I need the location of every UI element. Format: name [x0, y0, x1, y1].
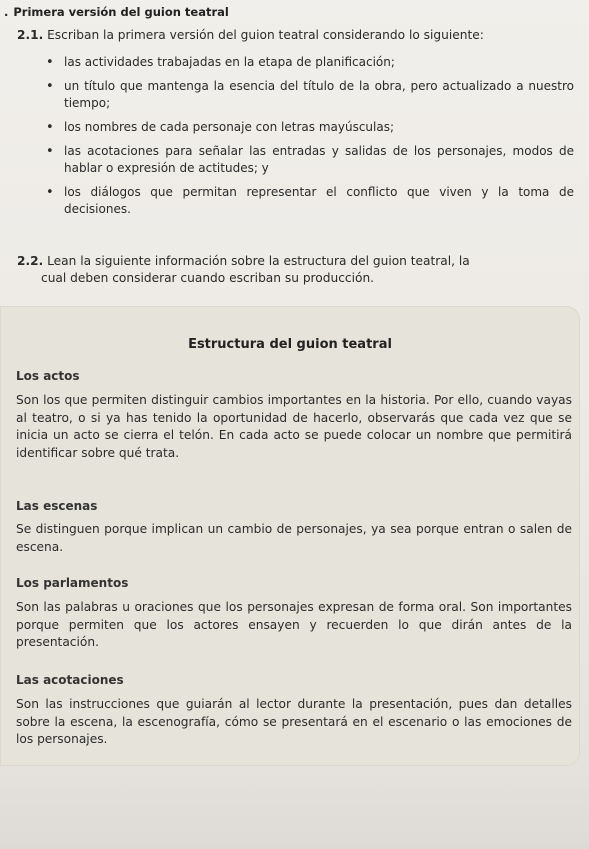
info-box-title: Estructura del guion teatral	[188, 337, 392, 352]
bullet-icon: .	[4, 5, 9, 19]
section-heading	[4, 5, 229, 19]
list-item: • los diálogos que permitan representar el conflicto que viven y la toma de decisiones.	[64, 184, 574, 218]
instruction-text: Escriban la primera versión del guion teatral considerando lo siguiente:	[47, 28, 484, 42]
section-text-parlamentos: Son las palabras u oraciones que los personajes expresan de forma oral. Son importantes porque permiten que los actores ensayen y recuerden lo que dirán antes de la presentación.	[16, 600, 572, 649]
list-item: • las actividades trabajadas en la etapa de planificación;	[64, 54, 574, 71]
instruction-text-line2: cual deben considerar cuando escriban su producción.	[41, 271, 375, 285]
requirements-list	[64, 54, 574, 225]
list-item: • un título que mantenga la esencia del título de la obra, pero actualizado a nuestro tiempo;	[64, 78, 574, 112]
section-text-actos: Son los que permiten distinguir cambios importantes en la historia. Por ello, cuando vayas al teatro, o si ya has tenido la oportunidad de hacerlo, observarás que cada vez que se inicia un acto se cierra el telón. En cada acto se puede colocar un nombre que permitirá identificar sobre qué trata.	[16, 393, 572, 460]
instruction-2-1	[17, 27, 577, 44]
instruction-number: 2.1.	[17, 28, 44, 42]
section-title-actos: Los actos	[16, 369, 80, 383]
section-text-acotaciones: Son las instrucciones que guiarán al lector durante la presentación, pues dan detalles sobre la escena, la escenografía, cómo se presentará en el escenario o las emociones de los personajes.	[16, 697, 572, 746]
page-shadow	[0, 770, 589, 849]
section-text-escenas: Se distinguen porque implican un cambio de personajes, ya sea porque entran o salen de escena.	[16, 522, 572, 554]
section-title-escenas: Las escenas	[16, 499, 98, 513]
instruction-2-2	[17, 253, 577, 287]
section-title-parlamentos: Los parlamentos	[16, 576, 129, 590]
list-item: • las acotaciones para señalar las entradas y salidas de los personajes, modos de hablar o expresión de actitudes; y	[64, 143, 574, 177]
section-title-acotaciones: Las acotaciones	[16, 673, 124, 687]
instruction-text-line1: Lean la siguiente información sobre la estructura del guion teatral, la	[47, 254, 470, 268]
list-item: • los nombres de cada personaje con letras mayúsculas;	[64, 119, 574, 136]
section-heading-text: Primera versión del guion teatral	[13, 5, 229, 19]
instruction-number: 2.2.	[17, 254, 44, 268]
